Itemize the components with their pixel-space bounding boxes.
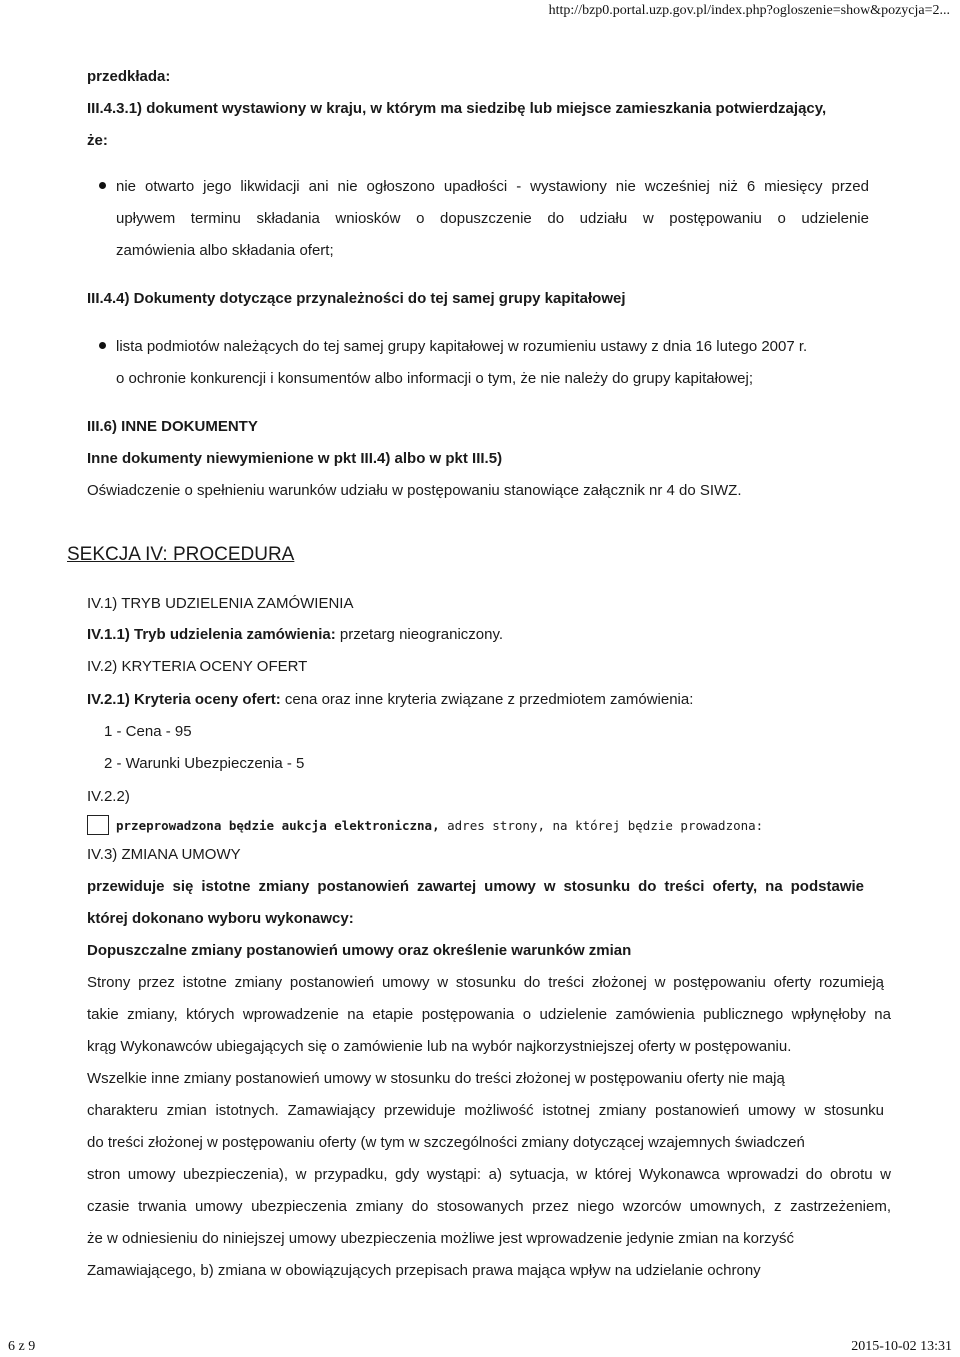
bullet-text-line: lista podmiotów należących do tej samej grupy kapitałowej w rozumieniu ustawy z dnia 16 lutego 2007 r. <box>116 338 808 355</box>
heading-iv-2-2: IV.2.2) <box>87 788 130 805</box>
heading-iv-3: IV.3) ZMIANA UMOWY <box>87 846 241 863</box>
auction-checkbox[interactable] <box>87 815 109 835</box>
section-heading-iii-4-3-1-cont: że: <box>87 132 108 149</box>
bullet-text-line: upływem terminu składania wniosków o dopuszczenie do udziału w postępowaniu o udzielenie <box>116 210 869 227</box>
body-line: charakteru zmian istotnych. Zamawiający przewiduje możliwość istotnej zmiany postanowień umowy w stosunku <box>87 1102 884 1119</box>
other-documents-text: Oświadczenie o spełnieniu warunków udziału w postępowaniu stanowiące załącznik nr 4 do SIWZ. <box>87 482 742 499</box>
bullet-text-line: zamówienia albo składania ofert; <box>116 242 334 259</box>
criteria-label: IV.2.1) Kryteria oceny ofert: <box>87 691 281 708</box>
auction-text-rest: adres strony, na której będzie prowadzona: <box>439 818 764 833</box>
body-line: Zamawiającego, b) zmiana w obowiązujących przepisach prawa mająca wpływ na udzielanie ochrony <box>87 1262 761 1279</box>
contract-change-question-cont: której dokonano wyboru wykonawcy: <box>87 910 354 927</box>
auction-text-bold: przeprowadzona będzie aukcja elektroniczna, <box>116 818 440 833</box>
heading-iv-1: IV.1) TRYB UDZIELENIA ZAMÓWIENIA <box>87 595 354 612</box>
body-line: krąg Wykonawców ubiegających się o zamówienie lub na wybór najkorzystniejszej oferty w postępowaniu. <box>87 1038 792 1055</box>
body-line: takie zmiany, których wprowadzenie na etapie postępowania o udzielenie zamówienia publicznego wpłynęłoby na <box>87 1006 891 1023</box>
page-number: 6 z 9 <box>8 1339 36 1354</box>
bullet-dot <box>99 342 106 349</box>
bullet-text-line: nie otwarto jego likwidacji ani nie ogłoszono upadłości - wystawiony nie wcześniej niż 6 miesięcy przed <box>116 178 869 195</box>
criteria-line <box>87 691 693 709</box>
procedure-type-line <box>87 626 503 644</box>
print-datetime: 2015-10-02 13:31 <box>851 1339 952 1354</box>
body-line: czasie trwania umowy ubezpieczenia zmiany do stosowanych przez niego wzorców umownych, z zastrzeżeniem, <box>87 1198 891 1215</box>
body-line: że w odniesieniu do niniejszej umowy ubezpieczenia możliwe jest wprowadzenie jedynie zmian na korzyść <box>87 1230 795 1247</box>
contract-change-subheading: Dopuszczalne zmiany postanowień umowy oraz określenie warunków zmian <box>87 942 632 959</box>
section-heading-iii-6: III.6) INNE DOKUMENTY <box>87 418 258 435</box>
criteria-value: cena oraz inne kryteria związane z przedmiotem zamówienia: <box>280 691 694 708</box>
browser-url-header: http://bzp0.portal.uzp.gov.pl/index.php?ogloszenie=show&pozycja=2... <box>548 3 950 18</box>
body-line: stron umowy ubezpieczenia), w przypadku, gdy wystąpi: a) sytuacja, w której Wykonawca wprowadzi do obrotu w <box>87 1166 891 1183</box>
bullet-text-line: o ochronie konkurencji i konsumentów albo informacji o tym, że nie należy do grupy kapitałowej; <box>116 370 753 387</box>
body-line: Wszelkie inne zmiany postanowień umowy w stosunku do treści złożonej w postępowaniu oferty nie mają <box>87 1070 785 1087</box>
procedure-type-label: IV.1.1) Tryb udzielenia zamówienia: <box>87 626 336 643</box>
criterion-item: 2 - Warunki Ubezpieczenia - 5 <box>104 755 305 772</box>
przedklada-label: przedkłada: <box>87 68 171 85</box>
contract-change-question: przewiduje się istotne zmiany postanowień zawartej umowy w stosunku do treści oferty, na podstawie <box>87 878 864 895</box>
criterion-item: 1 - Cena - 95 <box>104 723 192 740</box>
heading-iv-2: IV.2) KRYTERIA OCENY OFERT <box>87 658 308 675</box>
section-heading-iii-4-4: III.4.4) Dokumenty dotyczące przynależności do tej samej grupy kapitałowej <box>87 290 626 307</box>
body-line: do treści złożonej w postępowaniu oferty (w tym w szczególności zmiany dotyczącej wzajemnych świadczeń <box>87 1134 805 1151</box>
auction-text <box>116 818 763 834</box>
subheading-other-documents: Inne dokumenty niewymienione w pkt III.4) albo w pkt III.5) <box>87 450 503 467</box>
section-title-procedura: SEKCJA IV: PROCEDURA <box>67 544 295 565</box>
section-heading-iii-4-3-1: III.4.3.1) dokument wystawiony w kraju, w którym ma siedzibę lub miejsce zamieszkania potwierdzający, <box>87 100 827 117</box>
bullet-dot <box>99 182 106 189</box>
body-line: Strony przez istotne zmiany postanowień umowy w stosunku do treści złożonej w postępowaniu oferty rozumieją <box>87 974 884 991</box>
procedure-type-value: przetarg nieograniczony. <box>335 626 504 643</box>
